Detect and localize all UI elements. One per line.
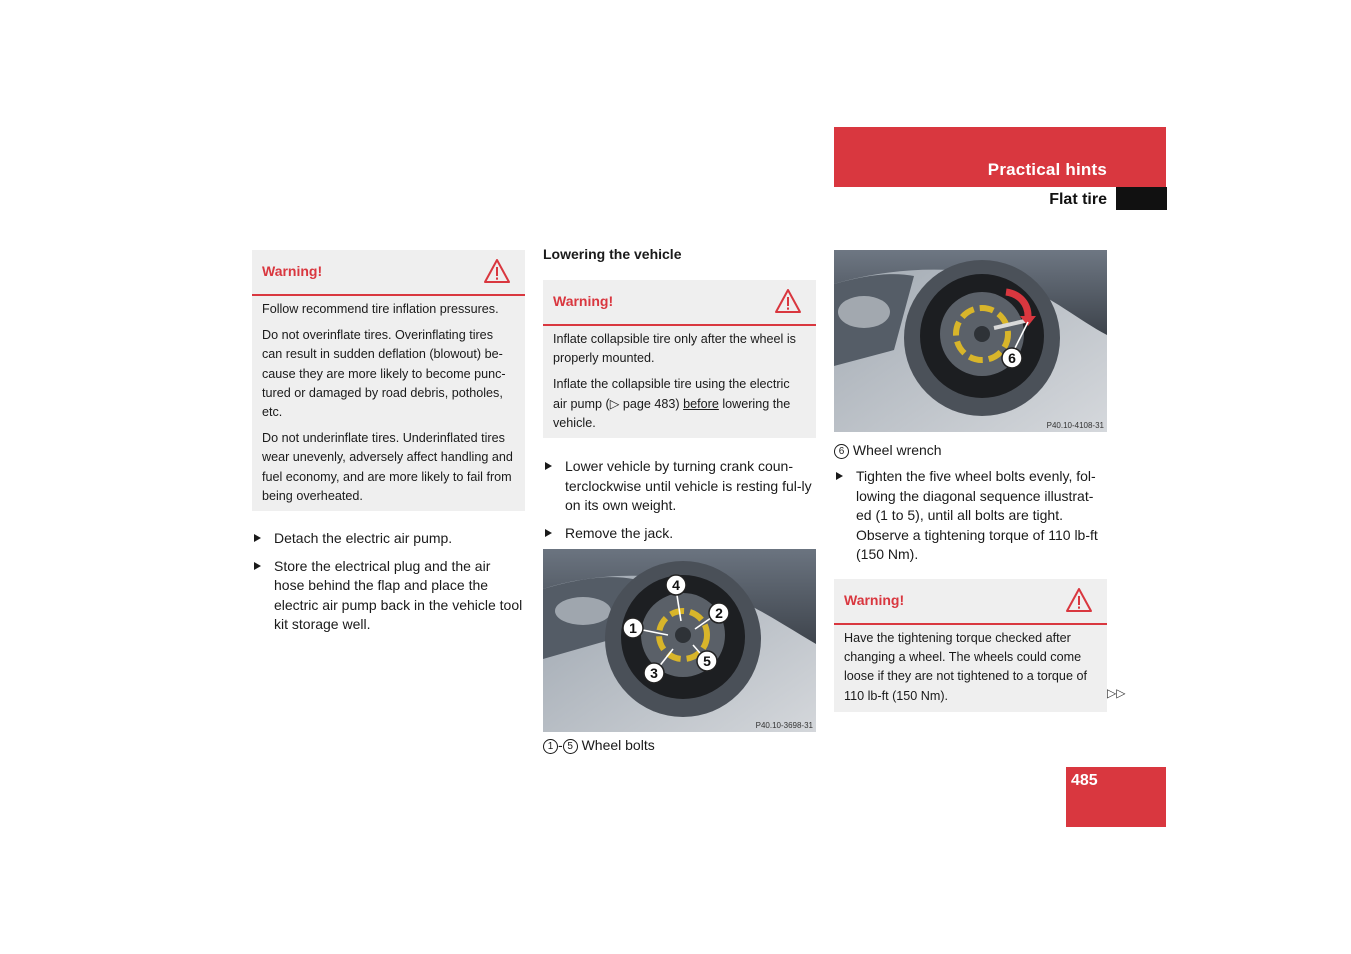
warning-body: [834, 625, 1107, 714]
step-item: Tighten the five wheel bolts evenly, fol-lowing the diagonal sequence illustrat-ed (1 to 5), until all bolts are tight. Observe a tightening torque of 110 lb-ft (150 Nm).: [834, 467, 1108, 565]
bolt-callout-4: [666, 575, 686, 595]
warning-paragraph: [553, 375, 806, 433]
wheel-wrench-photo: [834, 250, 1107, 432]
wheel-wrench-illustration: [834, 250, 1107, 432]
steps-list-col3: [834, 467, 1108, 573]
step-item: Lower vehicle by turning crank coun-terclockwise until vehicle is resting ful-ly on its own weight.: [543, 457, 817, 516]
bolt-callout-2: [709, 603, 729, 623]
svg-text:3: 3: [650, 665, 658, 681]
step-item: Remove the jack.: [543, 524, 817, 544]
step-item: Store the electrical plug and the air hose behind the flap and place the electric air pump back in the vehicle tool kit storage well.: [252, 557, 524, 635]
warning-title: Warning!: [553, 293, 614, 309]
bolt-callout-5: [697, 651, 717, 671]
figure-caption-wrench: [834, 441, 942, 461]
warning-text: lowering the vehicle.: [553, 396, 791, 430]
continued-marker: ▷▷: [1107, 686, 1126, 700]
svg-text:2: 2: [715, 605, 723, 621]
steps-list-col1: [252, 529, 524, 643]
warning-box-collapsible: [543, 280, 816, 438]
page-number: 485: [1071, 772, 1098, 789]
bolt-callout-1: [623, 618, 643, 638]
callout-number: 6: [834, 444, 849, 459]
warning-title: Warning!: [262, 263, 323, 279]
wrench-callout-6: [1002, 348, 1022, 368]
warning-box-inflation: [252, 250, 525, 511]
wheel-bolts-illustration: [543, 549, 816, 732]
caption-separator: -: [558, 737, 563, 753]
warning-paragraph: Follow recommend tire inflation pressures.: [262, 302, 499, 316]
callout-number: 5: [563, 739, 578, 754]
callout-number: 1: [543, 739, 558, 754]
warning-header: [252, 250, 525, 296]
svg-text:6: 6: [1008, 350, 1016, 366]
warning-body: [543, 326, 816, 441]
figure-code: P40.10-3698-31: [755, 721, 813, 730]
wheel-bolts-photo: [543, 549, 816, 732]
warning-triangle-icon: [483, 258, 511, 284]
warning-paragraph: Do not overinflate tires. Overinflating tires can result in sudden deflation (blowout) be-cause they are more likely to become punc-tured or damaged by road debris, potholes, etc.: [262, 328, 506, 420]
figure-caption-bolts: [543, 736, 655, 756]
steps-list-col2: [543, 457, 817, 551]
subsection-title: Flat tire: [1049, 191, 1107, 208]
warning-title: Warning!: [844, 592, 905, 608]
figure-code: P40.10-4108-31: [1046, 421, 1104, 430]
warning-header: [834, 579, 1107, 625]
warning-triangle-icon: [1065, 587, 1093, 613]
svg-text:5: 5: [703, 653, 711, 669]
section-heading: Lowering the vehicle: [543, 246, 682, 262]
warning-paragraph: Do not underinflate tires. Underinflated tires wear unevenly, adversely affect handling and fuel economy, and are more likely to fail from being overheated.: [262, 431, 513, 503]
warning-paragraph: Inflate collapsible tire only after the wheel is properly mounted.: [553, 332, 796, 366]
svg-text:4: 4: [672, 577, 680, 593]
warning-body: [252, 296, 525, 514]
warning-text: Inflate the collapsible tire using the electric air pump (▷ page 483): [553, 377, 790, 411]
warning-paragraph: Have the tightening torque checked after changing a wheel. The wheels could come loose if they are not tightened to a torque of 110 lb-ft (150 Nm).: [844, 631, 1087, 703]
svg-text:1: 1: [629, 620, 637, 636]
bolt-callout-3: [644, 663, 664, 683]
step-item: Detach the electric air pump.: [252, 529, 524, 549]
warning-triangle-icon: [774, 288, 802, 314]
emphasis-before: before: [683, 396, 719, 411]
section-title: Practical hints: [987, 160, 1107, 179]
header-tab-marker: [1116, 187, 1167, 210]
caption-text: Wheel bolts: [581, 737, 655, 753]
warning-header: [543, 280, 816, 326]
warning-box-torque: [834, 579, 1107, 712]
caption-text: Wheel wrench: [852, 442, 942, 458]
